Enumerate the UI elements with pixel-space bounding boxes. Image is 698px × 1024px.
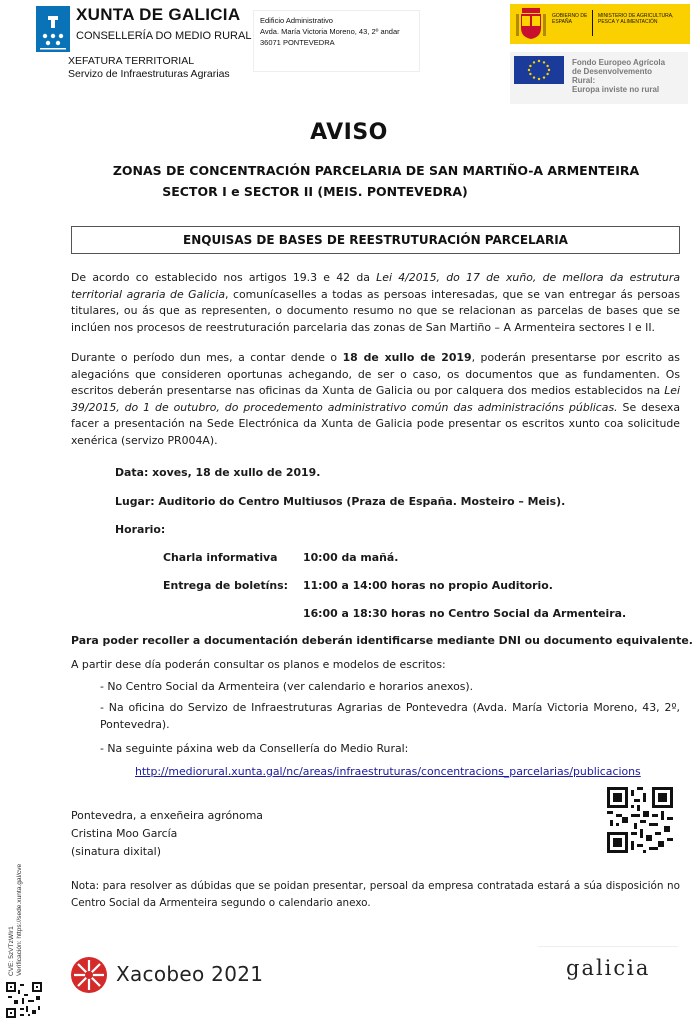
signer-name: Cristina Moo García (71, 827, 178, 840)
intro-text-a: De acordo co establecido nos artigos 19.3 e 42 da (71, 271, 377, 284)
schedule-value-2: 11:00 a 14:00 horas no propio Auditorio. (303, 579, 553, 592)
servizo-label: Servizo de Infraestruturas Agrarias (68, 68, 230, 80)
fondo-line-4: Europa inviste no rural (572, 85, 660, 94)
horario-label: Horario: (115, 523, 166, 536)
section-title: ENQUISAS DE BASES DE REESTRUTURACIÓN PARCELARIA (183, 233, 568, 247)
page-title: AVISO (310, 120, 388, 145)
schedule-value-3: 16:00 a 18:30 horas no Centro Social da Armenteira. (303, 607, 627, 620)
feader-label (572, 58, 682, 94)
eu-flag-icon (514, 56, 564, 84)
address-line-3: 36071 PONTEVEDRA (260, 38, 335, 47)
start-date: 18 de xullo de 2019 (342, 351, 472, 364)
cve-code: CVE: 5zVTzWIr1 (8, 926, 15, 976)
fondo-line-3: Rural: (572, 76, 596, 85)
xunta-shield-icon (36, 6, 70, 52)
address-line-1: Edificio Administrativo (260, 16, 333, 25)
fondo-line-2: de Desenvolvemento (572, 67, 653, 76)
meeting-place: Lugar: Auditorio do Centro Multiusos (Praza de España. Mosteiro – Meis). (115, 495, 566, 508)
gobierno-label: GOBIERNO DE ESPAÑA (552, 13, 588, 25)
paragraph-period (71, 350, 680, 450)
signature-line-3: (sinatura dixital) (71, 845, 161, 858)
publications-link[interactable]: http://mediorural.xunta.gal/nc/areas/infraestruturas/concentracions_parcelarias/publicacions (135, 765, 641, 778)
cve-qr-code (6, 982, 42, 1018)
address-line-2: Avda. María Victoria Moreno, 43, 2º andar (260, 27, 400, 36)
xacobeo-wordmark: Xacobeo 2021 (116, 962, 264, 986)
intro-text-c: , comunícaselles a todas as persoas interesadas, que se van entregar ás persoas titulares, ou ás que as representen, o documento resumo no que se relacionan as parcelas de bases que se inclúen nos procesos de reestruturación parcelaria das zonas de San Martiño – A Armenteira sectores I e II. (71, 287, 680, 334)
law-4-2015: Lei 4/2015, do 17 de xuño, de mellora da estrutura territorial agraria de Galicia (71, 271, 681, 301)
period-text-e: Se desexa facer a presentación na Sede Electrónica da Xunta de Galicia pode presentar os escritos xunto coa solicitude xenérica (servizo PR004A). (71, 400, 681, 447)
signature-line-1: Pontevedra, a enxeñeira agrónoma (71, 809, 263, 822)
ministerio-label: MINISTERIO DE AGRICULTURA, PESCA Y ALIMENTACIÓN (598, 13, 674, 25)
cve-url: Verificación: https://sede.xunta.gal/cve (16, 863, 23, 976)
schedule-value-1: 10:00 da mañá. (303, 551, 399, 564)
galicia-wordmark: galicia (566, 956, 651, 980)
xacobeo-logo-icon (70, 956, 108, 994)
qr-code (607, 787, 673, 853)
cve-verification (8, 864, 24, 976)
schedule-label-1: Charla informativa (163, 551, 278, 564)
schedule-label-2: Entrega de boletíns: (163, 579, 288, 592)
footnote: Nota: para resolver as dúbidas que se poidan presentar, persoal da empresa contratada estará a súa disposición no Centro Social da Armenteira segundo o calendario anexo. (71, 880, 680, 909)
period-text-a: Durante o período dun mes, a contar dende o (71, 351, 343, 364)
period-text-c: , poderán presentarse por escrito as alegacións que consideren oportunas achegando, de ser o caso, os documentos que as fundamenten. Os escritos deberán presentarse nas oficinas da Xunta de Galicia ou por calquera dos medios establecidos na (71, 351, 680, 398)
subtitle-sectors: SECTOR I e SECTOR II (MEIS. PONTEVEDRA) (162, 184, 468, 199)
consult-intro: A partir dese día poderán consultar os planos e modelos de escritos: (71, 658, 446, 671)
consult-item-2: - Na oficina do Servizo de Infraestruturas Agrarias de Pontevedra (Avda. María Victoria Moreno, 43, 2º, Pontevedra). (100, 701, 680, 731)
fondo-line-1: Fondo Europeo Agrícola (572, 58, 666, 67)
consellaria-name: CONSELLERÍA DO MEDIO RURAL (76, 30, 252, 42)
subtitle-zones: ZONAS DE CONCENTRACIÓN PARCELARIA DE SAN MARTIÑO-A ARMENTEIRA (112, 163, 640, 178)
xefatura-label: XEFATURA TERRITORIAL (68, 55, 195, 67)
consult-item-3: - Na seguinte páxina web da Consellería do Medio Rural: (100, 742, 409, 755)
meeting-date: Data: xoves, 18 de xullo de 2019. (115, 466, 321, 479)
ministry-divider (592, 10, 593, 36)
law-39-2015: Lei 39/2015, do 1 de outubro, do procedemento administrativo común das administracións públicas. (71, 384, 680, 414)
xunta-name: XUNTA DE GALICIA (76, 5, 241, 24)
paragraph-intro (71, 270, 680, 336)
dni-note: Para poder recoller a documentación deberán identificarse mediante DNI ou documento equivalente. (71, 634, 693, 647)
spain-coat-of-arms-icon (516, 6, 546, 42)
consult-item-1: - No Centro Social da Armenteira (ver calendario e horarios anexos). (100, 680, 474, 693)
